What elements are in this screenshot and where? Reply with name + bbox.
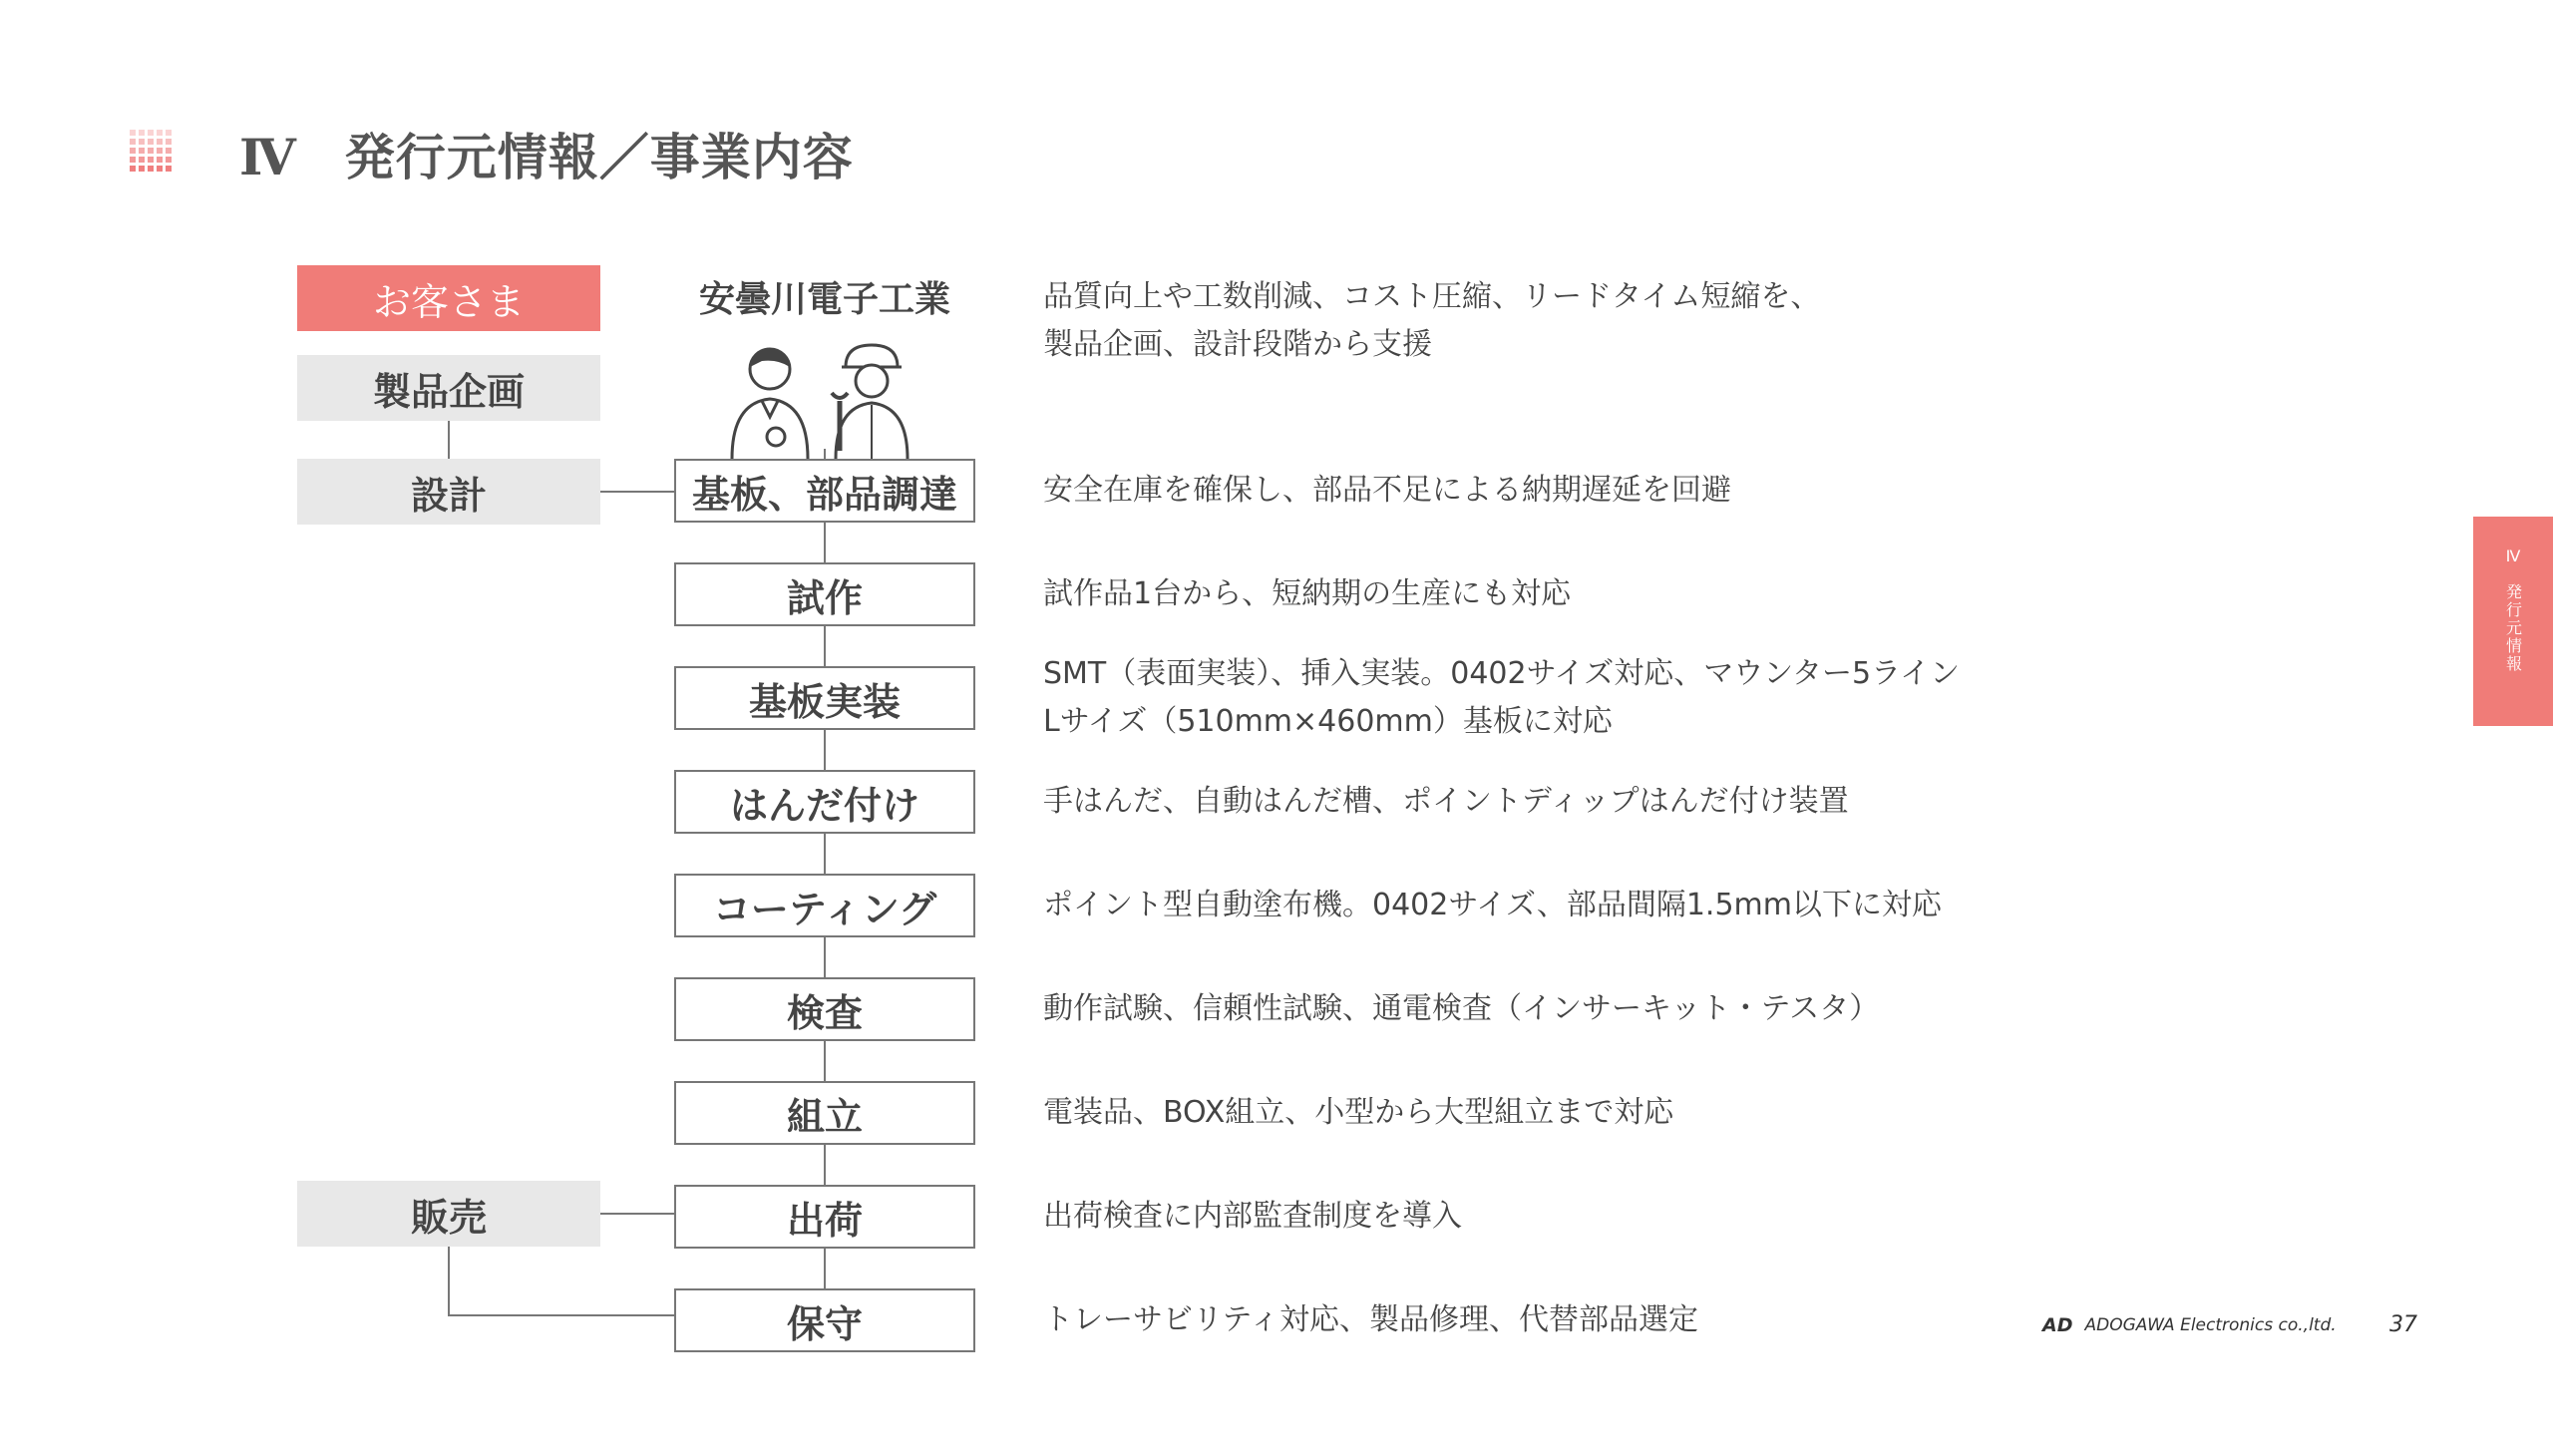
process-step-box: 試作 xyxy=(674,562,975,626)
connector-line xyxy=(600,1213,674,1215)
description-line: 手はんだ、自動はんだ槽、ポイントディップはんだ付け装置 xyxy=(1043,784,1849,819)
process-step-description xyxy=(1043,467,1731,515)
process-step-box: 保守 xyxy=(674,1288,975,1352)
footer xyxy=(2042,1314,2337,1336)
section-numeral: Ⅳ xyxy=(239,128,297,186)
intro-line: 製品企画、設計段階から支援 xyxy=(1043,327,1432,362)
connector-line xyxy=(824,730,826,770)
design-box: 設計 xyxy=(297,459,600,525)
intro-description xyxy=(1043,273,1820,369)
connector-line xyxy=(824,937,826,977)
company-name: 安曇川電子工業 xyxy=(698,279,950,320)
connector-line xyxy=(824,1145,826,1185)
workers-illustration xyxy=(718,341,937,459)
process-step-box: 出荷 xyxy=(674,1185,975,1249)
process-step-box: 基板実装 xyxy=(674,666,975,730)
process-step-description xyxy=(1043,570,1571,618)
connector-line xyxy=(824,1041,826,1081)
process-step-description xyxy=(1043,1296,1698,1344)
process-step-description xyxy=(1043,1193,1462,1241)
description-line: ポイント型自動塗布機。0402サイズ、部品間隔1.5mm以下に対応 xyxy=(1043,888,1943,922)
process-step-description xyxy=(1043,882,1942,929)
connector-line xyxy=(448,421,450,459)
page-title xyxy=(239,118,854,189)
description-line: 動作試験、信頼性試験、通電検査（インサーキット・テスタ） xyxy=(1043,991,1880,1026)
process-step-box: コーティング xyxy=(674,874,975,937)
connector-line xyxy=(448,1314,674,1316)
connector-line xyxy=(824,1249,826,1288)
sales-box: 販売 xyxy=(297,1181,600,1247)
planning-box: 製品企画 xyxy=(297,355,600,421)
footer-company: ADOGAWA Electronics co.,ltd. xyxy=(2084,1315,2337,1335)
company-logo: AD xyxy=(2042,1314,2073,1336)
title-text: 発行元情報／事業内容 xyxy=(344,129,854,186)
description-line: Lサイズ（510mm×460mm）基板に対応 xyxy=(1043,704,1613,739)
description-line: 安全在庫を確保し、部品不足による納期遅延を回避 xyxy=(1043,473,1731,508)
connector-line xyxy=(824,834,826,874)
process-step-box: 組立 xyxy=(674,1081,975,1145)
side-tab-numeral: Ⅳ xyxy=(2505,546,2521,565)
description-line: 試作品1台から、短納期の生産にも対応 xyxy=(1043,576,1572,611)
process-step-box: 検査 xyxy=(674,977,975,1041)
process-step-description xyxy=(1043,778,1849,826)
description-line: トレーサビリティ対応、製品修理、代替部品選定 xyxy=(1043,1302,1698,1337)
connector-line xyxy=(824,449,826,459)
process-step-description xyxy=(1043,1089,1673,1137)
grid-icon xyxy=(130,130,172,172)
side-tab-label: 発行元情報 xyxy=(2503,583,2523,673)
process-step-box: はんだ付け xyxy=(674,770,975,834)
process-step-description xyxy=(1043,985,1879,1033)
process-step-box: 基板、部品調達 xyxy=(674,459,975,523)
page-number: 37 xyxy=(2389,1312,2417,1337)
connector-line xyxy=(824,626,826,666)
description-line: 出荷検査に内部監査制度を導入 xyxy=(1043,1199,1462,1234)
connector-line xyxy=(824,523,826,562)
description-line: SMT（表面実装）、挿入実装。0402サイズ対応、マウンター5ライン xyxy=(1043,656,1961,691)
description-line: 電装品、BOX組立、小型から大型組立まで対応 xyxy=(1043,1095,1674,1130)
process-step-description xyxy=(1043,650,1960,746)
connector-line xyxy=(448,1247,450,1316)
customer-box: お客さま xyxy=(297,265,600,331)
intro-line: 品質向上や工数削減、コスト圧縮、リードタイム短縮を、 xyxy=(1043,279,1821,314)
connector-line xyxy=(600,491,674,493)
side-tab[interactable] xyxy=(2473,517,2553,726)
